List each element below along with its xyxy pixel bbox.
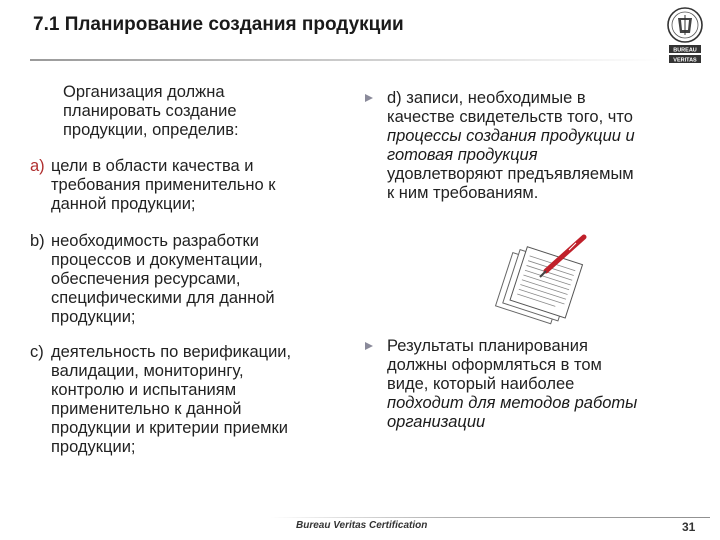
list-marker: a) <box>30 157 45 175</box>
list-line: данной продукции; <box>51 195 196 213</box>
intro-text <box>63 83 323 140</box>
bullet-line: виде, который наиболее <box>387 375 575 393</box>
intro-line: планировать создание <box>63 102 237 120</box>
list-line: продукции; <box>51 438 136 456</box>
page-title: 7.1 Планирование создания продукции <box>33 14 404 35</box>
list-line: продукции и критерии приемки <box>51 419 288 437</box>
list-line: деятельность по верификации, <box>51 343 292 361</box>
bullet-line: к ним требованиям. <box>387 184 539 202</box>
list-line: применительно к данной <box>51 400 242 418</box>
footer-company: Bureau Veritas Certification <box>296 520 428 531</box>
footer-divider <box>270 517 710 518</box>
list-line: контролю и испытаниям <box>51 381 237 399</box>
list-line: специфическими для данной <box>51 289 275 307</box>
bullet-records <box>365 89 705 203</box>
logo-word-2: VERITAS <box>673 57 697 64</box>
bullet-line-italic: готовая продукция <box>387 146 538 164</box>
intro-line: продукции, определив: <box>63 121 239 139</box>
list-marker: b) <box>30 232 45 250</box>
bullet-line: удовлетворяют предъявляемым <box>387 165 634 183</box>
list-line: валидации, мониторингу, <box>51 362 244 380</box>
intro-line: Организация должна <box>63 83 225 101</box>
bullet-line-italic: процессы создания продукции и <box>387 127 635 145</box>
list-line: обеспечения ресурсами, <box>51 270 241 288</box>
logo-word-1: BUREAU <box>673 47 697 54</box>
bullet-line: Результаты планирования <box>387 337 588 355</box>
bullet-results <box>365 337 705 432</box>
bullet-arrow-icon <box>365 94 373 102</box>
list-line: продукции; <box>51 308 136 326</box>
list-item-a <box>30 157 350 214</box>
list-item-b <box>30 232 360 327</box>
bureau-veritas-logo <box>664 6 706 64</box>
bullet-line: качестве свидетельств того, что <box>387 108 633 126</box>
bullet-line-italic: организации <box>387 413 486 431</box>
page-number: 31 <box>682 520 696 534</box>
documents-pen-illustration <box>484 231 594 331</box>
list-line: процессов и документации, <box>51 251 263 269</box>
bullet-line: должны оформляться в том <box>387 356 602 374</box>
title-divider <box>30 59 660 61</box>
list-line: необходимость разработки <box>51 232 259 250</box>
list-line: цели в области качества и <box>51 157 254 175</box>
list-marker: c) <box>30 343 44 361</box>
bullet-line-italic: подходит для методов работы <box>387 394 638 412</box>
bullet-line: d) записи, необходимые в <box>387 89 586 107</box>
list-line: требования применительно к <box>51 176 276 194</box>
bullet-arrow-icon <box>365 342 373 350</box>
list-item-c <box>30 343 360 457</box>
